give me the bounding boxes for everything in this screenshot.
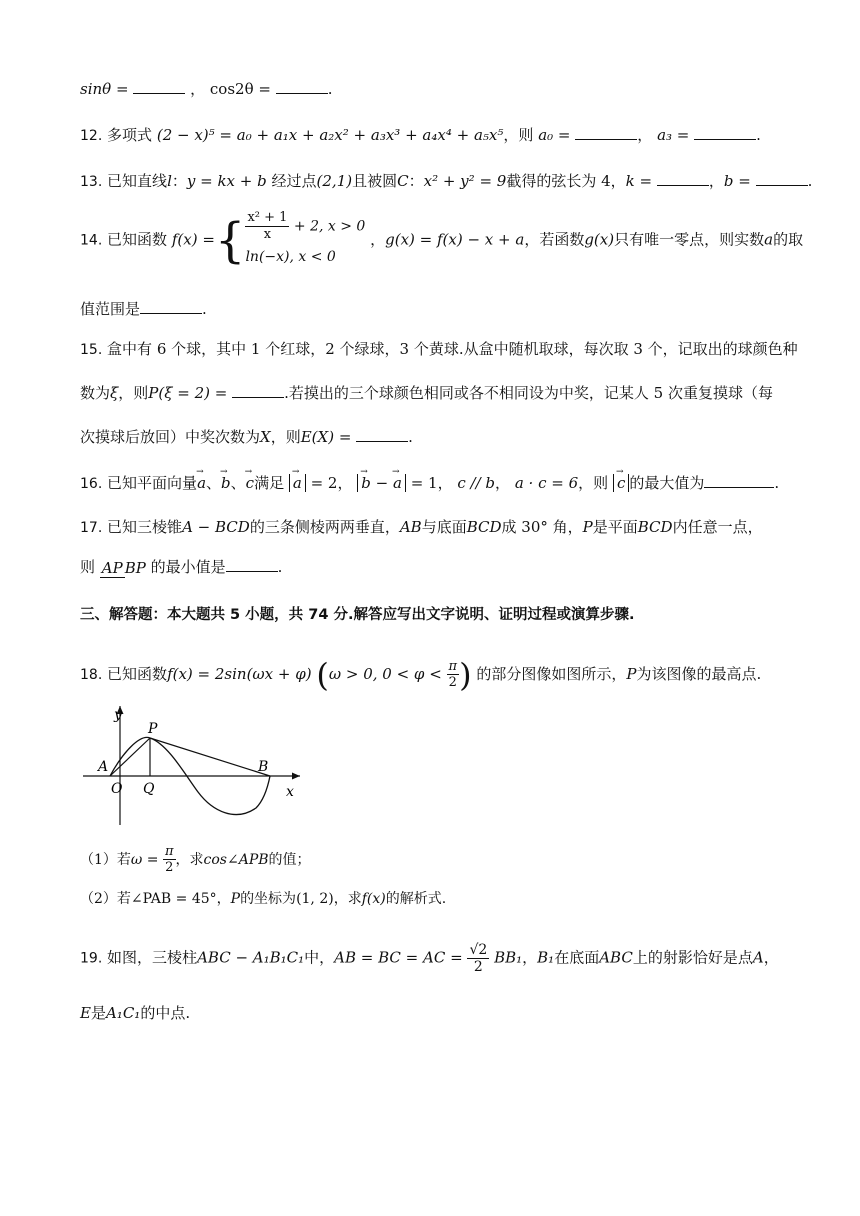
question-text: 次摸球后放回）中奖次数为 xyxy=(80,428,261,446)
dot-product-condition: a · c = 6 xyxy=(514,474,579,492)
question-18-part-2 xyxy=(80,888,446,910)
expectation-blank xyxy=(356,427,408,442)
question-number: 15. xyxy=(80,342,103,358)
question-text: 的最小值是 xyxy=(150,558,226,576)
fraction-denominator: x xyxy=(263,227,272,242)
omega-expr: ω = xyxy=(130,852,159,868)
colon: ： xyxy=(408,172,424,190)
fraction xyxy=(100,559,146,578)
coordinate: (1, 2) xyxy=(296,891,334,907)
q-label: Q xyxy=(143,781,155,797)
question-19-cont xyxy=(80,1002,190,1024)
point-a: A xyxy=(752,948,764,967)
x-axis-arrow xyxy=(292,773,300,780)
question-number: 18. xyxy=(80,667,103,683)
cos-2theta-blank xyxy=(276,79,328,94)
point-p: P xyxy=(230,891,241,907)
fraction-numerator: π xyxy=(448,659,458,674)
question-number: 17. xyxy=(80,520,103,536)
question-15 xyxy=(80,338,798,361)
prism: ABC − A₁B₁C₁ xyxy=(197,948,305,967)
edge-bb1: BB₁ xyxy=(494,948,523,967)
question-text: ，则 xyxy=(270,428,301,446)
b-blank xyxy=(756,171,808,186)
question-15-line3 xyxy=(80,426,413,448)
question-number: 13. xyxy=(80,174,103,190)
min-blank xyxy=(226,557,278,572)
function-f: f(x) = 2sin(ωx + φ) xyxy=(167,665,312,683)
question-text: 在底面 xyxy=(554,948,600,967)
question-text: 内任意一点， xyxy=(672,518,763,536)
question-text: ，求 xyxy=(333,891,362,907)
k-blank xyxy=(657,171,709,186)
question-number: 12. xyxy=(80,128,103,144)
separator: ， xyxy=(763,948,779,967)
cos-expr: cos∠APB xyxy=(203,852,269,868)
separator: ， xyxy=(708,172,724,190)
vector-c: → c xyxy=(617,474,625,492)
line-equation: y = kx + b xyxy=(186,172,267,190)
question-text: 已知函数 xyxy=(107,665,168,683)
question-text: 则 xyxy=(80,558,96,576)
question-text: ，求 xyxy=(175,852,204,868)
y-label: y xyxy=(114,707,122,723)
period: . xyxy=(202,300,207,318)
range-blank xyxy=(140,299,202,314)
parameter-condition: ω > 0, 0 < φ < xyxy=(328,665,442,683)
function-f: f(x) xyxy=(361,891,386,907)
question-text: 的取 xyxy=(773,230,804,249)
variable-xi: ξ xyxy=(110,384,119,402)
probability-expr: P(ξ = 2) = xyxy=(148,384,228,402)
norm-b-minus-a: → b − → a xyxy=(357,474,406,492)
question-number: 16. xyxy=(80,476,103,492)
p-label: P xyxy=(148,721,158,737)
question-17-cont xyxy=(80,556,282,578)
question-text: 已知三棱锥 xyxy=(107,518,183,536)
left-paren: ( xyxy=(316,656,329,694)
edge-a1c1: A₁C₁ xyxy=(105,1004,141,1022)
period: . xyxy=(327,80,333,98)
plane-bcd: BCD xyxy=(466,518,502,536)
sine-graph-figure xyxy=(78,700,308,830)
question-text: 的值； xyxy=(268,852,311,868)
question-text: ，则 xyxy=(118,384,149,402)
question-text: 已知函数 xyxy=(107,230,168,249)
function-f: f(x) = xyxy=(171,230,215,249)
point-p: P xyxy=(582,518,593,536)
b-label: b = xyxy=(723,172,751,190)
angle-expr: ∠PAB = 45° xyxy=(130,891,217,907)
period: . xyxy=(756,126,761,144)
fraction-denominator: BP xyxy=(124,558,146,577)
fraction-denominator: 2 xyxy=(165,860,174,875)
cos-2theta-label: cos2θ = xyxy=(209,80,271,98)
question-number: 14. xyxy=(80,232,103,249)
piece-1-condition: + 2, x > 0 xyxy=(293,218,366,235)
question-text: 的解析式. xyxy=(385,891,447,907)
question-16 xyxy=(80,472,779,495)
question-14-cont xyxy=(80,298,207,320)
segment-ap xyxy=(110,738,150,776)
question-text: 如图，三棱柱 xyxy=(107,948,198,967)
vector-a: → a xyxy=(197,472,206,494)
x-label: x xyxy=(286,784,294,800)
question-text: 的坐标为 xyxy=(240,891,297,907)
separator: ， xyxy=(216,891,231,907)
question-text: 成 30° 角， xyxy=(501,518,583,536)
question-13 xyxy=(80,170,812,193)
segment-pb xyxy=(150,738,270,776)
question-text: ，若函数 xyxy=(524,230,585,249)
piece-2: ln(−x), x < 0 xyxy=(245,249,336,265)
question-text: .若摸出的三个球颜色相同或各不相同设为中奖，记某人 5 次重复摸球（每 xyxy=(284,384,773,402)
vector-c: → c xyxy=(246,472,254,494)
condition: = 1， xyxy=(410,474,453,492)
question-text: 为该图像的最高点. xyxy=(636,665,762,683)
question-text: 的三条侧棱两两垂直， xyxy=(249,518,400,536)
fraction-denominator: 2 xyxy=(473,959,483,975)
point-p: P xyxy=(626,665,637,683)
question-text: 值范围是 xyxy=(80,300,141,318)
question-text: 与底面 xyxy=(421,518,467,536)
separator: ， xyxy=(637,126,653,144)
fraction-numerator: √2 xyxy=(469,942,488,958)
question-text: 多项式 xyxy=(107,126,153,144)
right-paren: ) xyxy=(459,656,472,694)
question-text: 中， xyxy=(304,948,335,967)
colon: ： xyxy=(171,172,187,190)
a0-label: a₀ = xyxy=(538,126,571,144)
plane-bcd: BCD xyxy=(637,518,673,536)
question-text: 是平面 xyxy=(592,518,638,536)
condition: = 2， xyxy=(310,474,353,492)
parallel-condition: c // b xyxy=(457,474,496,492)
vector-b: → b xyxy=(221,472,231,494)
b-label: B xyxy=(258,759,269,775)
edge-equation: AB = BC = AC = xyxy=(334,948,463,967)
question-text: 已知直线 xyxy=(107,172,168,190)
question-text: 数为 xyxy=(80,384,111,402)
circle-equation: x² + y² = 9 xyxy=(423,172,507,190)
variable-a: a xyxy=(764,230,774,249)
question-text: 已知平面向量 xyxy=(107,474,198,492)
function-g: g(x) = f(x) − x + a xyxy=(385,230,525,249)
question-text: 截得的弦长为 4， xyxy=(506,172,626,190)
expectation-expr: E(X) = xyxy=(300,428,352,446)
fraction xyxy=(163,844,176,876)
norm-c xyxy=(613,474,629,492)
question-text: 经过点 xyxy=(271,172,317,190)
variable-x: X xyxy=(260,428,271,446)
separator: ， xyxy=(190,80,206,98)
vector-a: → a xyxy=(293,474,302,492)
a0-blank xyxy=(575,125,637,140)
fraction xyxy=(245,210,289,243)
question-number: 19. xyxy=(80,950,103,967)
point-e: E xyxy=(80,1004,91,1022)
part-label: （2）若 xyxy=(80,891,131,907)
question-text: 的部分图像如图所示， xyxy=(476,665,627,683)
plane-abc: ABC xyxy=(599,948,633,967)
point: (2,1) xyxy=(316,172,353,190)
fraction xyxy=(467,942,489,975)
separator: 、 xyxy=(230,474,246,492)
period: . xyxy=(277,558,283,576)
piecewise-cases xyxy=(245,210,365,271)
period: . xyxy=(408,428,413,446)
function-g-ref: g(x) xyxy=(584,230,615,249)
fraction-numerator: π xyxy=(164,844,174,859)
separator: 、 xyxy=(206,474,222,492)
question-19 xyxy=(80,942,779,975)
a3-blank xyxy=(694,125,756,140)
question-text: 满足 xyxy=(254,474,285,492)
circle-c: C xyxy=(397,172,409,190)
vector-b: → b xyxy=(361,474,371,492)
separator: ， xyxy=(370,230,386,249)
question-12 xyxy=(80,124,761,147)
period: . xyxy=(774,474,780,492)
section-3-heading: 三、解答题：本大题共 5 小题，共 74 分.解答应写出文字说明、证明过程或演算步骤. xyxy=(80,607,635,623)
edge-ab: AB xyxy=(399,518,422,536)
line-l: l xyxy=(167,172,172,190)
separator: ， xyxy=(495,474,511,492)
o-label: O xyxy=(111,781,123,797)
question-text: 盒中有 6 个球，其中 1 个红球，2 个绿球，3 个黄球.从盒中随机取球，每次取 3 个，记取出的球颜色种 xyxy=(107,340,798,358)
a-label: A xyxy=(98,759,109,775)
question-text: 是 xyxy=(90,1004,106,1022)
part-label: （1）若 xyxy=(80,852,131,868)
question-text: ，则 xyxy=(578,474,609,492)
a3-label: a₃ = xyxy=(657,126,690,144)
question-14 xyxy=(80,210,803,271)
probability-blank xyxy=(232,383,284,398)
fraction xyxy=(447,659,460,691)
question-text: 的最大值为 xyxy=(629,474,705,492)
piecewise-brace: { xyxy=(214,212,246,269)
point-b1: B₁ xyxy=(537,948,555,967)
norm-a xyxy=(289,474,306,492)
question-text: 上的射影恰好是点 xyxy=(632,948,753,967)
question-text: 且被圆 xyxy=(352,172,398,190)
k-label: k = xyxy=(625,172,653,190)
separator: ， xyxy=(522,948,538,967)
question-17 xyxy=(80,516,763,539)
max-blank xyxy=(704,473,774,488)
sin-theta-blank xyxy=(133,79,185,94)
question-text: 的中点. xyxy=(140,1004,191,1022)
question-18 xyxy=(80,650,761,700)
pyramid: A − BCD xyxy=(182,518,250,536)
question-text: 只有唯一零点，则实数 xyxy=(614,230,765,249)
question-text: ，则 xyxy=(503,126,534,144)
vector-a: → a xyxy=(393,474,402,492)
q11-tail xyxy=(80,78,333,100)
fraction-numerator: AP xyxy=(101,558,123,577)
question-15-line2 xyxy=(80,382,773,404)
period: . xyxy=(807,172,813,190)
fraction-numerator: x² + 1 xyxy=(247,210,288,225)
sin-theta-label: sinθ = xyxy=(80,80,129,98)
fraction-denominator: 2 xyxy=(448,675,457,690)
polynomial-expression: (2 − x)⁵ = a₀ + a₁x + a₂x² + a₃x³ + a₄x⁴ + a₅x⁵ xyxy=(156,126,504,144)
question-18-part-1 xyxy=(80,844,311,876)
